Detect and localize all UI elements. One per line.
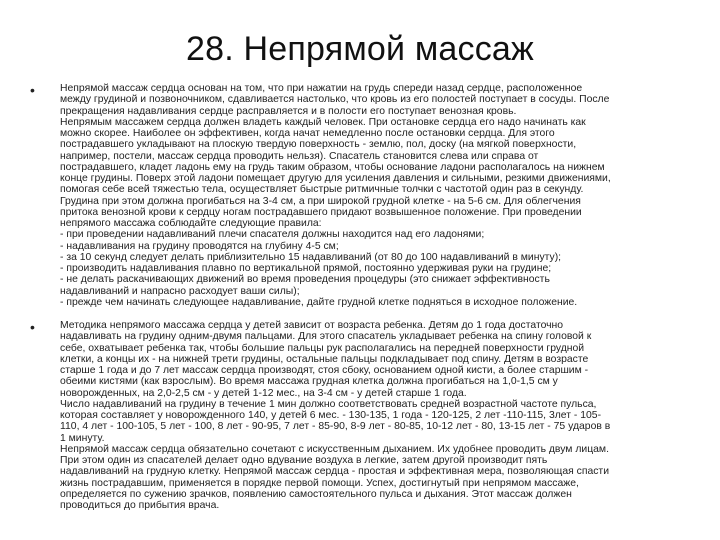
text-line: пострадавшего, кладет ладонь ему на грудь таким образом, чтобы основание ладони располагалось на нижнем — [60, 161, 605, 173]
text-line: Непрямой массаж сердца обязательно сочетают с искусственным дыханием. Их удобнее проводить двум лицам. — [60, 443, 609, 455]
text-line: притока венозной крови к сердцу ногам пострадавшего придают возвышенное положение. При проведении — [60, 206, 582, 218]
text-line: Число надавливаний на грудину в течение 1 мин должно соответствовать средней возрастной частоте пульса, — [60, 398, 597, 410]
text-line: надавливаний и напрасно расходует ваши силы); — [60, 285, 300, 297]
text-line: - прежде чем начинать следующее надавливание, дайте грудной клетке подняться в исходное положение. — [60, 296, 578, 308]
bullet-paragraph-adult-massage — [60, 83, 720, 308]
text-line: прекращения надавливания сердце расправляется и в полости его поступает венозная кровь. — [60, 105, 517, 117]
text-line: - производить надавливания плавно по вертикальной прямой, постоянно удерживая руки на грудине; — [60, 263, 552, 274]
text-line: которая составляет у новорожденного 140, у детей 6 мес. - 130-135, 1 года - 120-125, 2 лет -110-115, 3лет - 105- — [60, 410, 602, 421]
text-line: Непрямой массаж сердца основан на том, что при нажатии на грудь спереди назад сердце, расположенное — [60, 83, 583, 94]
bullet-marker: • — [30, 319, 35, 335]
text-line: При этом один из спасателей делает одно вдувание воздуха в легкие, затем другой производит пять — [60, 455, 548, 466]
text-line: - при проведении надавливаний плечи спасателя должны находится над его ладонями; — [60, 229, 485, 241]
text-line: например, постели, массаж сердца проводить нельзя). Спасатель становится слева или справа от — [60, 150, 539, 162]
text-line: надавливаний на грудную клетку. Непрямой массаж сердца - простая и эффективная мера, позволяющая спасти — [60, 466, 609, 478]
text-line: Непрямым массажем сердца должен владеть каждый человек. При остановке сердца его надо начинать как — [60, 116, 586, 128]
text-line: новорожденных, на 2,0-2,5 см - у детей 1-12 мес., на 3-4 см - у детей старше 1 года. — [60, 387, 467, 399]
text-line: 1 минуту. — [60, 432, 105, 444]
text-line: Грудина при этом должна прогибаться на 3-4 см, а при широкой грудной клетке - на 5-6 см. Для облегчения — [60, 195, 581, 207]
text-line: обеими кистями (как взрослым). Во время массажа грудная клетка должна прогибаться на 1,0-1,5 см у — [60, 376, 558, 388]
text-line: проводиться до прибытия врача. — [60, 500, 220, 511]
text-line: - за 10 секунд следует делать приблизительно 15 надавливаний (от 80 до 100 надавливаний в минуту); — [60, 251, 562, 263]
bullet-marker: • — [30, 82, 35, 98]
text-line: жизнь пострадавшим, применяется в порядке первой помощи. Успех, достигнутый при непрямом массаже, — [60, 477, 579, 489]
bullet-paragraph-child-massage — [60, 320, 720, 511]
text-line: пострадавшего укладывают на плоскую твердую поверхность - землю, пол, доску (на мягкой поверхности, — [60, 139, 577, 151]
text-line: - не делать раскачивающих движений во время проведения процедуры (это снижает эффективность — [60, 274, 550, 286]
text-line: непрямого массажа соблюдайте следующие правила: — [60, 218, 322, 229]
text-line: клетки, а концы их - на нижней трети грудины, остальные пальцы подкладывает под спину. Детям в возрасте — [60, 353, 589, 365]
text-line: себе, охватывает ребенка так, чтобы большие пальцы рук располагались на передней поверхности грудной — [60, 342, 585, 354]
slide-title: 28. Непрямой массаж — [186, 30, 534, 68]
text-line: 110, 4 лет - 100-105, 5 лет - 100, 8 лет - 90-95, 7 лет - 85-90, 8-9 лет - 80-85, 10-12 лет - 80, 13-15 лет - 75 ударов в — [60, 421, 611, 433]
text-line: старше 1 года и до 7 лет массаж сердца производят, стоя сбоку, основанием одной кисти, а более старшим - — [60, 365, 589, 376]
text-line: можно скорее. Наиболее он эффективен, когда начат немедленно после остановки сердца. Для этого — [60, 128, 555, 139]
text-line: определяется по сужению зрачков, появлению самостоятельного пульса и дыхания. Этот массаж должен — [60, 488, 572, 500]
text-line: конце грудины. Поверх этой ладони помещает другую для усиления давления и сильными, резкими движениями, — [60, 173, 611, 184]
text-line: помогая себе всей тяжестью тела, осуществляет быстрые ритмичные толчки с частотой один раз в секунду. — [60, 184, 584, 196]
text-line: между грудиной и позвоночником, сдавливается настолько, что кровь из его полостей поступает в сосуды. После — [60, 94, 610, 106]
text-line: надавливать на грудину одним-двумя пальцами. Для этого спасатель укладывает ребенка на спину головой к — [60, 331, 592, 343]
text-line: Методика непрямого массажа сердца у детей зависит от возраста ребенка. Детям до 1 года достаточно — [60, 320, 564, 331]
text-line: - надавливания на грудину проводятся на глубину 4-5 см; — [60, 240, 339, 252]
